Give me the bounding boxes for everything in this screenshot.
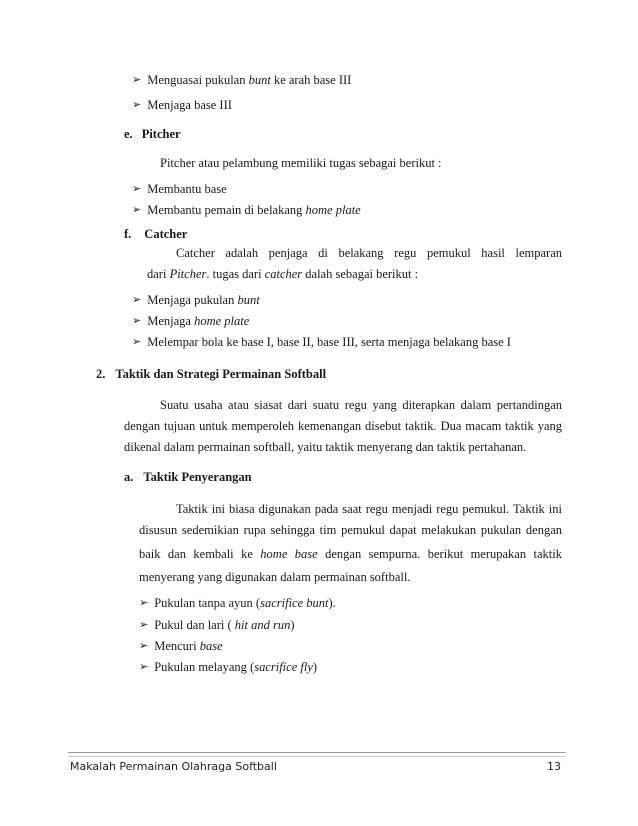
catcher-paragraph-line2: dari Pitcher. tugas dari catcher dalah sebagai berikut : — [147, 267, 419, 281]
bullet-menguasai-pukulan: ➢ Menguasai pukulan bunt ke arah base III — [132, 73, 351, 88]
bullet-mencuri-base: ➢ Mencuri base — [139, 639, 223, 654]
page-number: 13 — [547, 760, 561, 773]
heading-catcher: f. Catcher — [124, 227, 188, 241]
penyerangan-paragraph-line3: baik dan kembali ke home base dengan sempurna. berikut merupakan taktik — [139, 547, 562, 561]
footer-title: Makalah Permainan Olahraga Softball — [70, 760, 277, 773]
penyerangan-paragraph-line2: disusun sedemikian rupa sehingga tim pemukul dapat melakukan pukulan dengan — [139, 523, 562, 537]
penyerangan-paragraph-line1: Taktik ini biasa digunakan pada saat regu menjadi regu pemukul. Taktik ini — [176, 502, 562, 516]
strategi-paragraph-line1: Suatu usaha atau siasat dari suatu regu yang diterapkan dalam pertandingan — [160, 398, 562, 412]
footer-divider-secondary — [68, 756, 566, 757]
pitcher-intro: Pitcher atau pelambung memiliki tugas sebagai berikut : — [160, 156, 442, 170]
bullet-membantu-base: ➢ Membantu base — [132, 182, 227, 197]
footer-divider — [68, 752, 566, 753]
strategi-paragraph-line3: dikenal dalam permainan softball, yaitu taktik menyerang dan taktik pertahanan. — [124, 440, 527, 454]
bullet-menjaga-home-plate: ➢ Menjaga home plate — [132, 314, 249, 329]
heading-taktik-strategi: 2. Taktik dan Strategi Permainan Softball — [96, 367, 327, 381]
bullet-menjaga-pukulan-bunt: ➢ Menjaga pukulan bunt — [132, 293, 260, 308]
catcher-paragraph-line1: Catcher adalah penjaga di belakang regu pemukul hasil lemparan — [176, 246, 562, 260]
heading-taktik-penyerangan: a. Taktik Penyerangan — [124, 470, 252, 484]
bullet-menjaga-base-iii: ➢ Menjaga base III — [132, 98, 232, 113]
bullet-pukul-dan-lari: ➢ Pukul dan lari ( hit and run) — [139, 618, 295, 633]
heading-pitcher: e. Pitcher — [124, 127, 181, 141]
bullet-membantu-pemain: ➢ Membantu pemain di belakang home plate — [132, 203, 361, 218]
strategi-paragraph-line2: dengan tujuan untuk memperoleh kemenangan disebut taktik. Dua macam taktik yang — [124, 419, 562, 433]
bullet-melempar-bola: ➢ Melempar bola ke base I, base II, base III, serta menjaga belakang base I — [132, 335, 511, 350]
bullet-pukulan-tanpa-ayun: ➢ Pukulan tanpa ayun (sacrifice bunt). — [139, 596, 336, 611]
bullet-pukulan-melayang: ➢ Pukulan melayang (sacrifice fly) — [139, 660, 317, 675]
penyerangan-paragraph-line4: menyerang yang digunakan dalam permainan softball. — [139, 570, 411, 584]
